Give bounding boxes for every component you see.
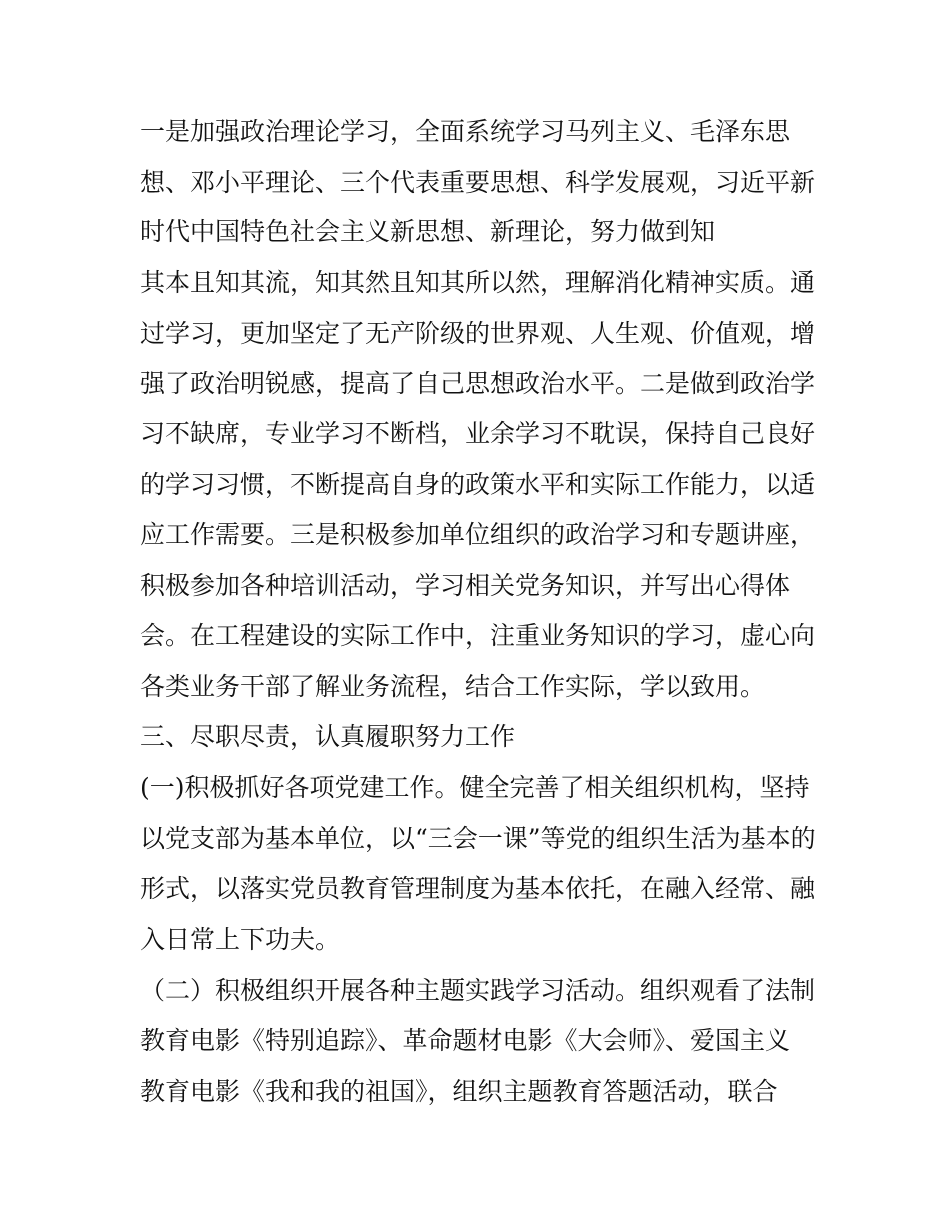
paragraph-line: 形式，以落实党员教育管理制度为基本依托，在融入经常、融 [140, 874, 816, 903]
paragraph-line: 的学习习惯，不断提高自身的政策水平和实际工作能力，以适 [140, 470, 816, 499]
paragraph-line: 习不缺席，专业学习不断档，业余学习不耽误，保持自己良好 [140, 419, 816, 448]
paragraph-line: 应工作需要。三是积极参加单位组织的政治学习和专题讲座， [140, 520, 816, 549]
section-heading: 三、尽职尽责，认真履职努力工作 [140, 722, 516, 751]
paragraph-line: 教育电影《我和我的祖国》，组织主题教育答题活动，联合 [140, 1077, 778, 1106]
paragraph-line: 入日常上下功夫。 [140, 925, 341, 954]
paragraph-line: （二）积极组织开展各种主题实践学习活动。组织观看了法制 [140, 976, 816, 1005]
paragraph-line: 时代中国特色社会主义新思想、新理论，努力做到知 [140, 217, 716, 246]
paragraph-line: 想、邓小平理论、三个代表重要思想、科学发展观，习近平新 [140, 168, 816, 197]
paragraph-line: 各类业务干部了解业务流程，结合工作实际，学以致用。 [140, 672, 766, 701]
paragraph-line: (一)积极抓好各项党建工作。健全完善了相关组织机构，坚持 [140, 773, 810, 802]
paragraph-line: 其本且知其流，知其然且知其所以然，理解消化精神实质。通 [140, 268, 816, 297]
paragraph-line: 以党支部为基本单位，以“三会一课”等党的组织生活为基本的 [140, 824, 816, 853]
paragraph-line: 强了政治明锐感，提高了自己思想政治水平。二是做到政治学 [140, 369, 816, 398]
paragraph-line: 积极参加各种培训活动，学习相关党务知识，并写出心得体 [140, 571, 791, 600]
paragraph-line: 教育电影《特别追踪》、革命题材电影《大会师》、爱国主义 [140, 1026, 791, 1055]
paragraph-line: 一是加强政治理论学习，全面系统学习马列主义、毛泽东思 [140, 117, 791, 146]
paragraph-line: 会。在工程建设的实际工作中，注重业务知识的学习，虚心向 [140, 621, 816, 650]
paragraph-line: 过学习，更加坚定了无产阶级的世界观、人生观、价值观，增 [140, 319, 816, 348]
